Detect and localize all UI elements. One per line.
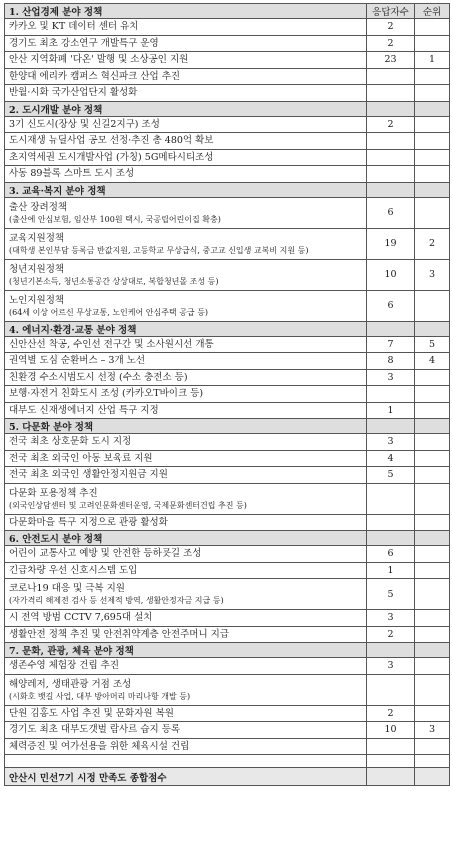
policy-detail: (시화호 뱃길 사업, 대부 방아머리 마리나항 개발 등) (9, 691, 191, 701)
blank-cell (5, 755, 367, 768)
policy-cell (5, 133, 367, 150)
policy-row (5, 483, 450, 514)
policy-label: 안산 지역화폐 '다온' 발행 및 소상공인 지원 (9, 54, 189, 66)
section-rank-cell (415, 321, 450, 336)
rank-value (415, 19, 450, 36)
policy-row (5, 52, 450, 69)
rank-value (415, 386, 450, 403)
policy-row (5, 290, 450, 321)
section-header-row (5, 182, 450, 197)
policy-row (5, 514, 450, 531)
policy-cell (5, 705, 367, 722)
policy-cell (5, 369, 367, 386)
policy-row (5, 579, 450, 610)
policy-label: 경기도 최초 강소연구 개발특구 운영 (9, 37, 159, 49)
section-rank-cell (415, 419, 450, 434)
policy-label: 생활안전 정책 추진 및 안전취약계층 안전주머니 지급 (9, 628, 230, 640)
policy-label: 청년지원정책 (9, 263, 65, 275)
policy-row (5, 434, 450, 451)
policy-label: 체력증진 및 여가선용을 위한 체육시설 건립 (9, 740, 190, 752)
policy-label: 교육지원정책 (9, 232, 65, 244)
section-count-cell (367, 643, 415, 658)
policy-label: 반월·시화 국가산업단지 활성화 (9, 87, 138, 99)
blank-cell (367, 755, 415, 768)
blank-row (5, 755, 450, 768)
policy-cell (5, 514, 367, 531)
section-count-cell (367, 531, 415, 546)
policy-row (5, 369, 450, 386)
policy-cell (5, 658, 367, 675)
rank-value (415, 35, 450, 52)
policy-label: 친환경 수소시범도시 선정 (수소 충전소 등) (9, 371, 188, 383)
policy-label: 노인지원정책 (9, 294, 65, 306)
policy-cell (5, 85, 367, 102)
response-count: 3 (367, 434, 415, 451)
footer-label: 안산시 민선7기 시정 만족도 종합점수 (5, 768, 367, 786)
policy-cell (5, 52, 367, 69)
rank-value (415, 483, 450, 514)
policy-cell (5, 336, 367, 353)
policy-row (5, 116, 450, 133)
policy-label: 전국 최초 외국인 생활안정지원금 지원 (9, 469, 168, 481)
policy-cell (5, 610, 367, 627)
rank-value: 5 (415, 336, 450, 353)
rank-value (415, 562, 450, 579)
policy-cell (5, 68, 367, 85)
footer-row (5, 768, 450, 786)
section-count-cell (367, 101, 415, 116)
response-count (367, 483, 415, 514)
rank-value (415, 450, 450, 467)
rank-value (415, 658, 450, 675)
rank-value (415, 467, 450, 484)
response-count: 6 (367, 546, 415, 563)
policy-label: 보행·자전거 친화도시 조성 (카카오T바이크 등) (9, 388, 204, 400)
response-count: 10 (367, 259, 415, 290)
policy-row (5, 259, 450, 290)
policy-detail: (대학생 본인부담 등록금 반값지원, 고등학교 무상급식, 중고교 신입생 교복비 지원 등) (9, 245, 309, 255)
policy-label: 경기도 최초 대부도갯벌 람사르 습지 등록 (9, 724, 181, 736)
survey-table (4, 3, 450, 786)
policy-cell (5, 483, 367, 514)
section-title: 5. 다문화 분야 정책 (5, 419, 367, 434)
rank-value (415, 434, 450, 451)
policy-row (5, 149, 450, 166)
policy-row (5, 19, 450, 36)
response-count (367, 386, 415, 403)
policy-row (5, 386, 450, 403)
policy-label: 시 전역 방범 CCTV 7,695대 설치 (9, 612, 153, 624)
response-count (367, 133, 415, 150)
policy-label: 코로나19 대응 및 극복 지원 (9, 583, 125, 594)
response-count: 4 (367, 450, 415, 467)
response-count: 10 (367, 722, 415, 739)
policy-row (5, 546, 450, 563)
policy-label: 긴급차량 우선 신호시스템 도입 (9, 564, 138, 576)
policy-row (5, 353, 450, 370)
response-count: 6 (367, 197, 415, 228)
rank-value (415, 705, 450, 722)
rank-value: 4 (415, 353, 450, 370)
response-count: 5 (367, 467, 415, 484)
response-count (367, 85, 415, 102)
section-title: 3. 교육·복지 분야 정책 (5, 182, 367, 197)
policy-cell (5, 386, 367, 403)
policy-label: 권역별 도심 순환버스 – 3개 노선 (9, 355, 146, 367)
policy-cell (5, 149, 367, 166)
policy-label: 3기 신도시(장상 및 신길2지구) 조성 (9, 118, 160, 130)
policy-row (5, 658, 450, 675)
response-count: 1 (367, 562, 415, 579)
policy-row (5, 674, 450, 705)
section-rank-cell (415, 531, 450, 546)
response-count (367, 166, 415, 183)
policy-row (5, 467, 450, 484)
policy-label: 사동 89블록 스마트 도시 조성 (9, 168, 135, 180)
section-rank-cell (415, 101, 450, 116)
policy-label: 도시재생 뉴딜사업 공모 선정·추진 총 480억 확보 (9, 135, 214, 147)
rank-value (415, 197, 450, 228)
section-count-cell (367, 182, 415, 197)
rank-value: 3 (415, 259, 450, 290)
response-count (367, 738, 415, 755)
policy-label: 카카오 및 KT 데이터 센터 유치 (9, 21, 139, 33)
section-rank-cell (415, 643, 450, 658)
policy-detail: (청년기본소득, 청년소통공간 상상대로, 복합청년몰 조성 등) (9, 276, 219, 286)
rank-value (415, 85, 450, 102)
policy-label: 다문화마을 특구 지정으로 관광 활성화 (9, 516, 168, 528)
section-rank-cell (415, 182, 450, 197)
rank-value (415, 546, 450, 563)
column-header-count: 응답자수 (367, 4, 415, 19)
section-header-row (5, 419, 450, 434)
policy-cell (5, 562, 367, 579)
section-header-row (5, 643, 450, 658)
policy-cell (5, 579, 367, 610)
column-header-rank: 순위 (415, 4, 450, 19)
response-count: 3 (367, 658, 415, 675)
response-count (367, 514, 415, 531)
section-header-row (5, 4, 450, 19)
response-count: 2 (367, 35, 415, 52)
response-count: 2 (367, 19, 415, 36)
policy-cell (5, 626, 367, 643)
rank-value: 1 (415, 52, 450, 69)
response-count (367, 674, 415, 705)
rank-value (415, 149, 450, 166)
rank-value (415, 738, 450, 755)
policy-label: 한양대 에리카 캠퍼스 혁신파크 산업 추진 (9, 70, 181, 82)
response-count: 19 (367, 228, 415, 259)
policy-row (5, 450, 450, 467)
response-count: 1 (367, 402, 415, 419)
rank-value (415, 674, 450, 705)
rank-value (415, 166, 450, 183)
policy-row (5, 68, 450, 85)
policy-label: 어린이 교통사고 예방 및 안전한 등하굣길 조성 (9, 548, 202, 560)
section-header-row (5, 531, 450, 546)
policy-row (5, 35, 450, 52)
policy-label: 신안산선 착공, 수인선 전구간 및 소사원시선 개통 (9, 338, 214, 350)
policy-label: 출산 장려정책 (9, 201, 68, 213)
policy-label: 대부도 신재생에너지 산업 특구 지정 (9, 404, 159, 416)
section-title: 7. 문화, 관광, 체육 분야 정책 (5, 643, 367, 658)
policy-cell (5, 722, 367, 739)
policy-cell (5, 35, 367, 52)
response-count: 7 (367, 336, 415, 353)
rank-value (415, 626, 450, 643)
footer-count-cell (367, 768, 415, 786)
policy-label: 해양레저, 생태관광 거점 조성 (9, 678, 132, 690)
response-count: 2 (367, 705, 415, 722)
rank-value (415, 514, 450, 531)
policy-label: 초지역세권 도시개발사업 (가칭) 5G메타시티조성 (9, 151, 214, 163)
section-header-row (5, 101, 450, 116)
policy-row (5, 166, 450, 183)
section-count-cell (367, 419, 415, 434)
policy-detail: (출산에 안심보험, 임산부 100원 택시, 국공립어린이집 확충) (9, 214, 221, 224)
policy-row (5, 738, 450, 755)
policy-label: 다문화 포용정책 추진 (9, 487, 98, 499)
response-count: 3 (367, 610, 415, 627)
policy-detail: (자가격리 해제전 검사 등 선제적 방역, 생활안정자금 지급 등) (9, 596, 224, 605)
policy-cell (5, 353, 367, 370)
policy-label: 전국 최초 상호문화 도시 지정 (9, 436, 132, 448)
policy-cell (5, 546, 367, 563)
policy-cell (5, 434, 367, 451)
policy-cell (5, 450, 367, 467)
policy-row (5, 610, 450, 627)
policy-row (5, 626, 450, 643)
response-count: 6 (367, 290, 415, 321)
response-count: 5 (367, 579, 415, 610)
response-count: 2 (367, 116, 415, 133)
policy-row (5, 402, 450, 419)
section-title: 1. 산업경제 분야 정책 (5, 4, 367, 19)
footer-rank-cell (415, 768, 450, 786)
policy-detail: (64세 이상 어르신 무상교통, 노인케어 안심주택 공급 등) (9, 307, 209, 317)
section-header-row (5, 321, 450, 336)
section-count-cell (367, 321, 415, 336)
policy-row (5, 133, 450, 150)
policy-row (5, 85, 450, 102)
response-count: 3 (367, 369, 415, 386)
policy-cell (5, 19, 367, 36)
policy-row (5, 562, 450, 579)
policy-row (5, 705, 450, 722)
rank-value: 3 (415, 722, 450, 739)
policy-row (5, 197, 450, 228)
section-title: 6. 안전도시 분야 정책 (5, 531, 367, 546)
rank-value (415, 133, 450, 150)
policy-cell (5, 259, 367, 290)
rank-value (415, 402, 450, 419)
policy-label: 단원 김홍도 사업 추진 및 문화자원 복원 (9, 707, 174, 719)
rank-value (415, 116, 450, 133)
policy-row (5, 722, 450, 739)
rank-value (415, 369, 450, 386)
policy-cell (5, 228, 367, 259)
response-count: 2 (367, 626, 415, 643)
policy-label: 전국 최초 외국인 아동 보육료 지원 (9, 452, 153, 464)
policy-cell (5, 116, 367, 133)
blank-cell (415, 755, 450, 768)
rank-value (415, 68, 450, 85)
policy-cell (5, 166, 367, 183)
policy-cell (5, 197, 367, 228)
policy-row (5, 228, 450, 259)
policy-label: 생존수영 체험장 건립 추진 (9, 660, 120, 672)
policy-cell (5, 402, 367, 419)
policy-detail: (외국인상담센터 및 고려인문화센터운영, 국제문화센터건립 추진 등) (9, 500, 247, 510)
policy-cell (5, 738, 367, 755)
response-count (367, 149, 415, 166)
response-count: 8 (367, 353, 415, 370)
rank-value (415, 610, 450, 627)
policy-cell (5, 290, 367, 321)
policy-row (5, 336, 450, 353)
rank-value (415, 579, 450, 610)
policy-cell (5, 674, 367, 705)
survey-table-container (4, 3, 449, 786)
policy-cell (5, 467, 367, 484)
survey-table-body (5, 4, 450, 786)
section-title: 2. 도시개발 분야 정책 (5, 101, 367, 116)
response-count (367, 68, 415, 85)
rank-value (415, 290, 450, 321)
section-title: 4. 에너지·환경·교통 분야 정책 (5, 321, 367, 336)
response-count: 23 (367, 52, 415, 69)
rank-value: 2 (415, 228, 450, 259)
